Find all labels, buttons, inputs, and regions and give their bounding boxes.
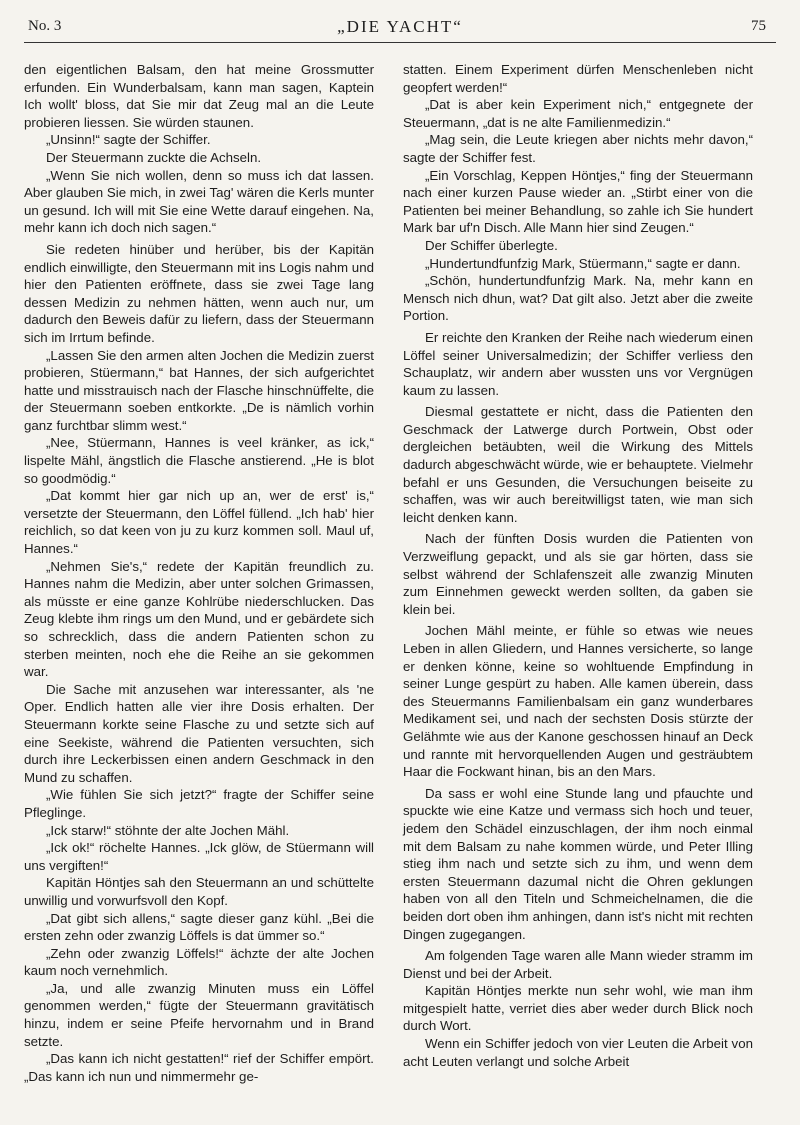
paragraph: „Ja, und alle zwanzig Minuten muss ein Löffel genommen werden,“ fügte der Steuermann gravitätisch hinzu, indem er seine Pfeife hervornahm und in Brand setzte. [24, 980, 374, 1049]
paragraph: „Nehmen Sie's,“ redete der Kapitän freundlich zu. Hannes nahm die Medizin, aber unter solchen Grimassen, als müsste er eine ganze Kohlrübe niederschlucken. Das Zeug klebte ihm rings um den Mund, und er gebärdete sich so schrecklich, dass die andern Patienten schon zu sterben meinten, noch ehe die Reihe an sie gekommen war. [24, 558, 374, 680]
paragraph: „Dat gibt sich allens,“ sagte dieser ganz kühl. „Bei die ersten zehn oder zwanzig Löffels is dat ümmer so.“ [24, 910, 374, 944]
paragraph: „Zehn oder zwanzig Löffels!“ ächzte der alte Jochen kaum noch vernehmlich. [24, 945, 374, 979]
paragraph: Kapitän Höntjes merkte nun sehr wohl, wie man ihm mitgespielt hatte, verriet dies aber weder durch Blick noch durch Wort. [403, 983, 753, 1034]
issue-number: No. 3 [28, 18, 62, 34]
paragraph: Die Sache mit anzusehen war interessanter, als 'ne Oper. Endlich hatten alle vier ihre Dosis erhalten. Der Steuermann korkte seine Flasche zu und setzte sich auf eine Seekiste, während die Patienten versuchten, sich durch ihre Leckerbissen einen andern Geschmack in den Mund zu schaffen. [24, 681, 374, 785]
paragraph: „Wenn Sie nich wollen, denn so muss ich dat lassen. Aber glauben Sie mich, in zwei Tag' wären die Kerls munter un gesund. Ich will mit Sie eine Wette darauf eingehen. Na, mehr kann ich doch nich sagen.“ [24, 167, 374, 236]
paragraph: den eigentlichen Balsam, den hat meine Grossmutter erfunden. Ein Wunderbalsam, kann man sagen, Kaptein Ich wollt' bloss, dat Sie mir dat Zeug mal an die Leute probieren liessen. Sie würden staunen. [24, 62, 374, 130]
paragraph: „Ein Vorschlag, Keppen Höntjes,“ fing der Steuermann nach einer kurzen Pause wieder an. „Stirbt einer von die Patienten bei meiner Behandlung, so zahle ich Sie hundert Mark bar uf'n Disch. Alle Mann hier sind Zeugen.“ [403, 167, 753, 236]
paragraph: „Nee, Stüermann, Hannes is veel kränker, as ick,“ lispelte Mähl, ängstlich die Flasche anstierend. „He is blot so goodmödig.“ [24, 435, 374, 486]
paragraph: Da sass er wohl eine Stunde lang und pfauchte und spuckte wie eine Katze und vermass sich hoch und teuer, jedem den Schädel einzuschlagen, der ihm noch einmal mit dem Balsam zu nahe kommen würde, und Peter Illing stieg ihm nach und setzte sich zu ihm, und wenn dem ersten Steuermann dazumal nicht die Ohren geklungen haben von all den Titeln und Schmeichelnamen, die die beiden dort oben ihm anhingen, dann ist's nicht mit rechten Dingen zugegangen. [403, 785, 753, 942]
paragraph: „Schön, hundertundfunfzig Mark. Na, mehr kann en Mensch nich dhun, wat? Dat gilt also. Jetzt aber die zweite Portion. [403, 273, 753, 324]
paragraph: Sie redeten hinüber und herüber, bis der Kapitän endlich einwilligte, den Steuermann mit ins Logis nahm und hier den Patienten eröffnete, dass sie zwei Tage lang dessen Medizin zu nehmen hätten, wenn auch nur, um dadurch den Beweis dafür zu liefern, dass der Steuermann sich im Irrtum befinde. [24, 241, 374, 345]
paragraph: „Dat is aber kein Experiment nich,“ entgegnete der Steuermann, „dat is ne alte Familienmedizin.“ [403, 97, 753, 130]
journal-title: „DIE YACHT“ [337, 17, 463, 36]
left-column [24, 61, 374, 1085]
paragraph: Diesmal gestattete er nicht, dass die Patienten den Geschmack der Latwerge durch Portwein, Obst oder dergleichen betäubten, weil die Wirkung des Mittels dadurch abgeschwächt würde, wie er behauptete. Vielmehr befahl er uns Gesunden, die Versuchungen beiseite zu schaffen, was wir auch bereitwilligst taten, wie man sich leicht denken kann. [403, 404, 753, 525]
paragraph: statten. Einem Experiment dürfen Menschenleben nicht geopfert werden!“ [403, 62, 753, 95]
paragraph: Er reichte den Kranken der Reihe nach wiederum einen Löffel seiner Universalmedizin; der Schiffer verliess den Schauplatz, wir andern aber wussten uns vor Vergnügen kaum zu lassen. [403, 329, 753, 398]
paragraph: „Ick ok!“ röchelte Hannes. „Ick glöw, de Stüermann will uns vergiften!“ [24, 840, 374, 873]
paragraph: „Mag sein, die Leute kriegen aber nichts mehr davon,“ sagte der Schiffer fest. [403, 132, 753, 165]
paragraph: „Wie fühlen Sie sich jetzt?“ fragte der Schiffer seine Pfleglinge. [24, 787, 374, 820]
paragraph: „Ick starw!“ stöhnte der alte Jochen Mähl. [46, 822, 290, 838]
paragraph: „Das kann ich nicht gestatten!“ rief der Schiffer empört. „Das kann ich nun und nimmermehr ge- [24, 1051, 374, 1084]
paragraph: „Hundertundfunfzig Mark, Stüermann,“ sagte er dann. [425, 255, 741, 271]
paragraph: „Lassen Sie den armen alten Jochen die Medizin zuerst probieren, Stüermann,“ bat Hannes, der sich aufgerichtet hatte und misstrauisch nach der Flasche hinschnüffelte, die der Steuermann soeben entkorkte. „De is nämlich vorhin ganz furchtbar slimm west.“ [24, 347, 374, 433]
paragraph: Kapitän Höntjes sah den Steuermann an und schüttelte unwillig und vorwurfsvoll den Kopf. [24, 875, 374, 908]
paragraph: Wenn ein Schiffer jedoch von vier Leuten die Arbeit von acht Leuten verlangt und solche Arbeit [403, 1036, 753, 1069]
paragraph: Der Schiffer überlegte. [425, 237, 558, 253]
paragraph: „Dat kommt hier gar nich up an, wer de erst' is,“ versetzte der Steuermann, den Löffel füllend. „Ich hab' hier reichlich, so dat keen von ju zu kurz kommen soll. Maul uf, Hannes.“ [24, 488, 374, 557]
paragraph: Nach der fünften Dosis wurden die Patienten von Verzweiflung gepackt, und als sie gar hörten, dass sie selbst während der Schlafenszeit alle zwanzig Minuten zum Einnehmen geweckt werden sollten, da gaben sie klein bei. [403, 531, 753, 617]
paragraph: Der Steuermann zuckte die Achseln. [46, 149, 262, 165]
paragraph: „Unsinn!“ sagte der Schiffer. [46, 132, 211, 148]
right-column [403, 61, 753, 1070]
paragraph: Jochen Mähl meinte, er fühle so etwas wie neues Leben in allen Gliedern, und Hannes versicherte, so lange er denken könne, keine so wohltuende Empfindung in seiner Lunge gespürt zu haben. Alle kamen überein, dass des Steuermanns Familienbalsam ein ganz wunderbares Medikament sei, und nach der sechsten Dosis stürzte der Gelähmte wie aus der Kanone geschossen hinauf an Deck und rannte mit hervorquellenden Augen und gesträubtem Haar die Fockwant hinan, bis an den Mars. [403, 623, 753, 780]
running-header [24, 16, 776, 43]
page-number: 75 [751, 18, 766, 34]
paragraph: Am folgenden Tage waren alle Mann wieder stramm im Dienst und bei der Arbeit. [403, 948, 753, 981]
